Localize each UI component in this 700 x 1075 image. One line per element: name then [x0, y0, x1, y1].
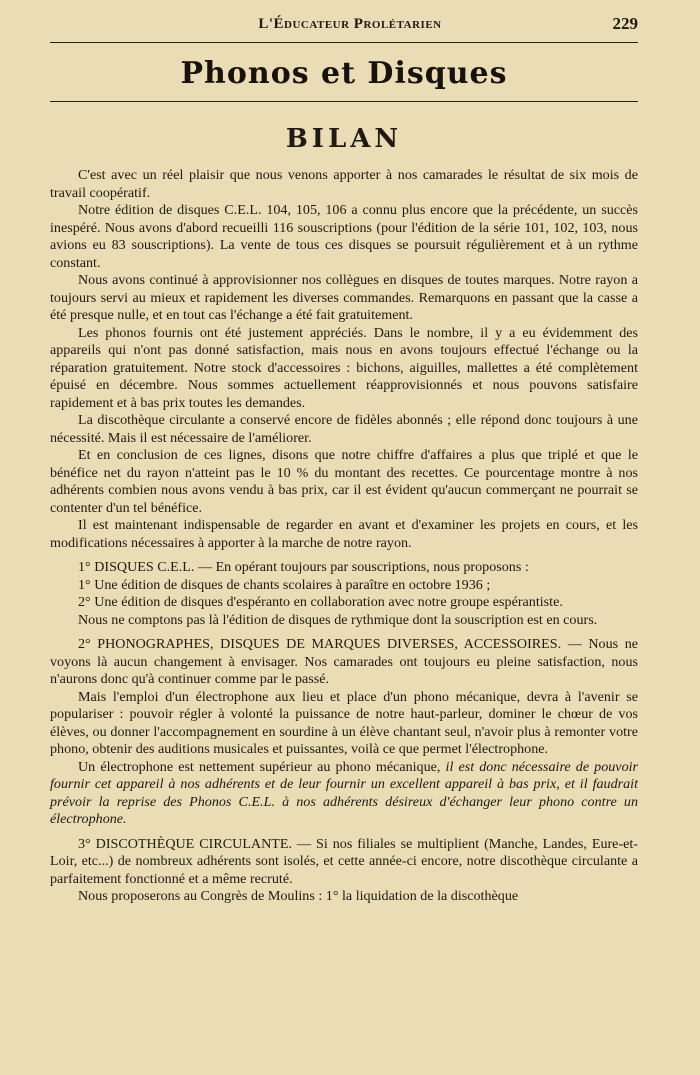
paragraph: Et en conclusion de ces lignes, disons que notre chiffre d'affaires a plus que triplé et que le bénéfice net du rayon n'atteint pas le 10 % du montant des recettes. Ce pourcentage montre à nos adhérents combien nous avons vendu à bas prix, car il est évident qu'aucun commerçant ne pourrait se contenter d'un tel bénéfice.	[50, 447, 638, 516]
running-header	[0, 12, 700, 38]
article-title: BILAN	[285, 124, 403, 154]
paragraph: 1° DISQUES C.E.L. — En opérant toujours par souscriptions, nous proposons :	[78, 559, 529, 575]
section-rule	[50, 101, 638, 102]
article-body	[50, 167, 638, 906]
running-title: L'Éducateur Prolétarien	[258, 16, 442, 32]
page-number: 229	[612, 14, 638, 33]
section-title: Phonos et Disques	[180, 56, 508, 91]
paragraph: Nous proposerons au Congrès de Moulins : 1° la liquidation de la discothèque	[78, 888, 519, 904]
paragraph: C'est avec un réel plaisir que nous venons apporter à nos camarades le résultat de six mois de travail coopératif.	[50, 167, 638, 201]
paragraph: Nous ne comptons pas là l'édition de disques de rythmique dont la souscription est en cours.	[78, 611, 598, 628]
paragraph: Nous avons continué à approvisionner nos collègues en disques de toutes marques. Notre rayon a toujours servi au mieux et rapidement les diverses commandes. Remarquons en passant que la casse a été presque nulle, et en tout cas l'échange a été fait gratuitement.	[50, 272, 638, 323]
paragraph-italic: il est donc nécessaire de pouvoir fournir cet appareil à nos adhérents et de leur fournir un excellent appareil à bas prix, et il faudrait prévoir la reprise des Phonos C.E.L. à nos adhérents désireux d'échanger leur phono contre un électrophone.	[50, 758, 639, 827]
paragraph: 1° Une édition de disques de chants scolaires à paraître en octobre 1936 ;	[78, 576, 491, 593]
paragraph: Notre édition de disques C.E.L. 104, 105, 106 a connu plus encore que la précédente, un succès inespéré. Nous avons d'abord recueilli 116 souscriptions (pour l'édition de la série 101, 102, 103, nous avions eu 83 souscriptions). La vente de tous ces disques se poursuit régulièrement et à un rythme constant.	[50, 202, 638, 271]
paragraph: La discothèque circulante a conservé encore de fidèles abonnés ; elle répond donc toujours à une nécessité. Mais il est nécessaire de l'améliorer.	[50, 412, 638, 446]
header-rule	[50, 42, 638, 43]
paragraph: Les phonos fournis ont été justement appréciés. Dans le nombre, il y a eu évidemment des appareils qui n'ont pas donné satisfaction, mais nous en avons toujours effectué l'échange ou la réparation gratuitement. Notre stock d'accessoires : bichons, aiguilles, mallettes a été complètement épuisé en décembre. Nous sommes actuellement réapprovisionnés et nous pouvons satisfaire rapidement et à bas prix toutes les demandes.	[50, 324, 638, 411]
paragraph-roman: Un électrophone est nettement supérieur au phono mécanique,	[78, 758, 441, 775]
paragraph: 3° DISCOTHÈQUE CIRCULANTE. — Si nos filiales se multiplient (Manche, Landes, Eure-et-Loir, etc...) de nombreux adhérents sont isolés, et cette année-ci encore, notre discothèque circulante a parfaitement fonctionné et a même recruté.	[50, 835, 638, 887]
paragraph-mixed	[50, 759, 638, 829]
paragraph: 2° PHONOGRAPHES, DISQUES DE MARQUES DIVERSES, ACCESSOIRES. — Nous ne voyons là aucun changement à envisager. Nos camarades ont toujours eu pleine satisfaction, nous n'aurons donc qu'à continuer comme par le passé.	[50, 636, 638, 687]
paragraph: Il est maintenant indispensable de regarder en avant et d'examiner les projets en cours, et les modifications nécessaires à apporter à la marche de notre rayon.	[50, 517, 638, 551]
paragraph: Mais l'emploi d'un électrophone aux lieu et place d'un phono mécanique, devra à l'avenir se populariser : pouvoir régler à volonté la puissance de notre haut-parleur, dominer le chœur de vos élèves, ou donner l'accompagnement en sourdine à un élève chantant seul, n'avoir plus à remonter votre phono, obtenir des auditions musicales et puissantes, voilà ce que permet l'électrophone.	[50, 688, 638, 757]
paragraph: 2° Une édition de disques d'espéranto en collaboration avec notre groupe espérantiste.	[78, 594, 563, 610]
